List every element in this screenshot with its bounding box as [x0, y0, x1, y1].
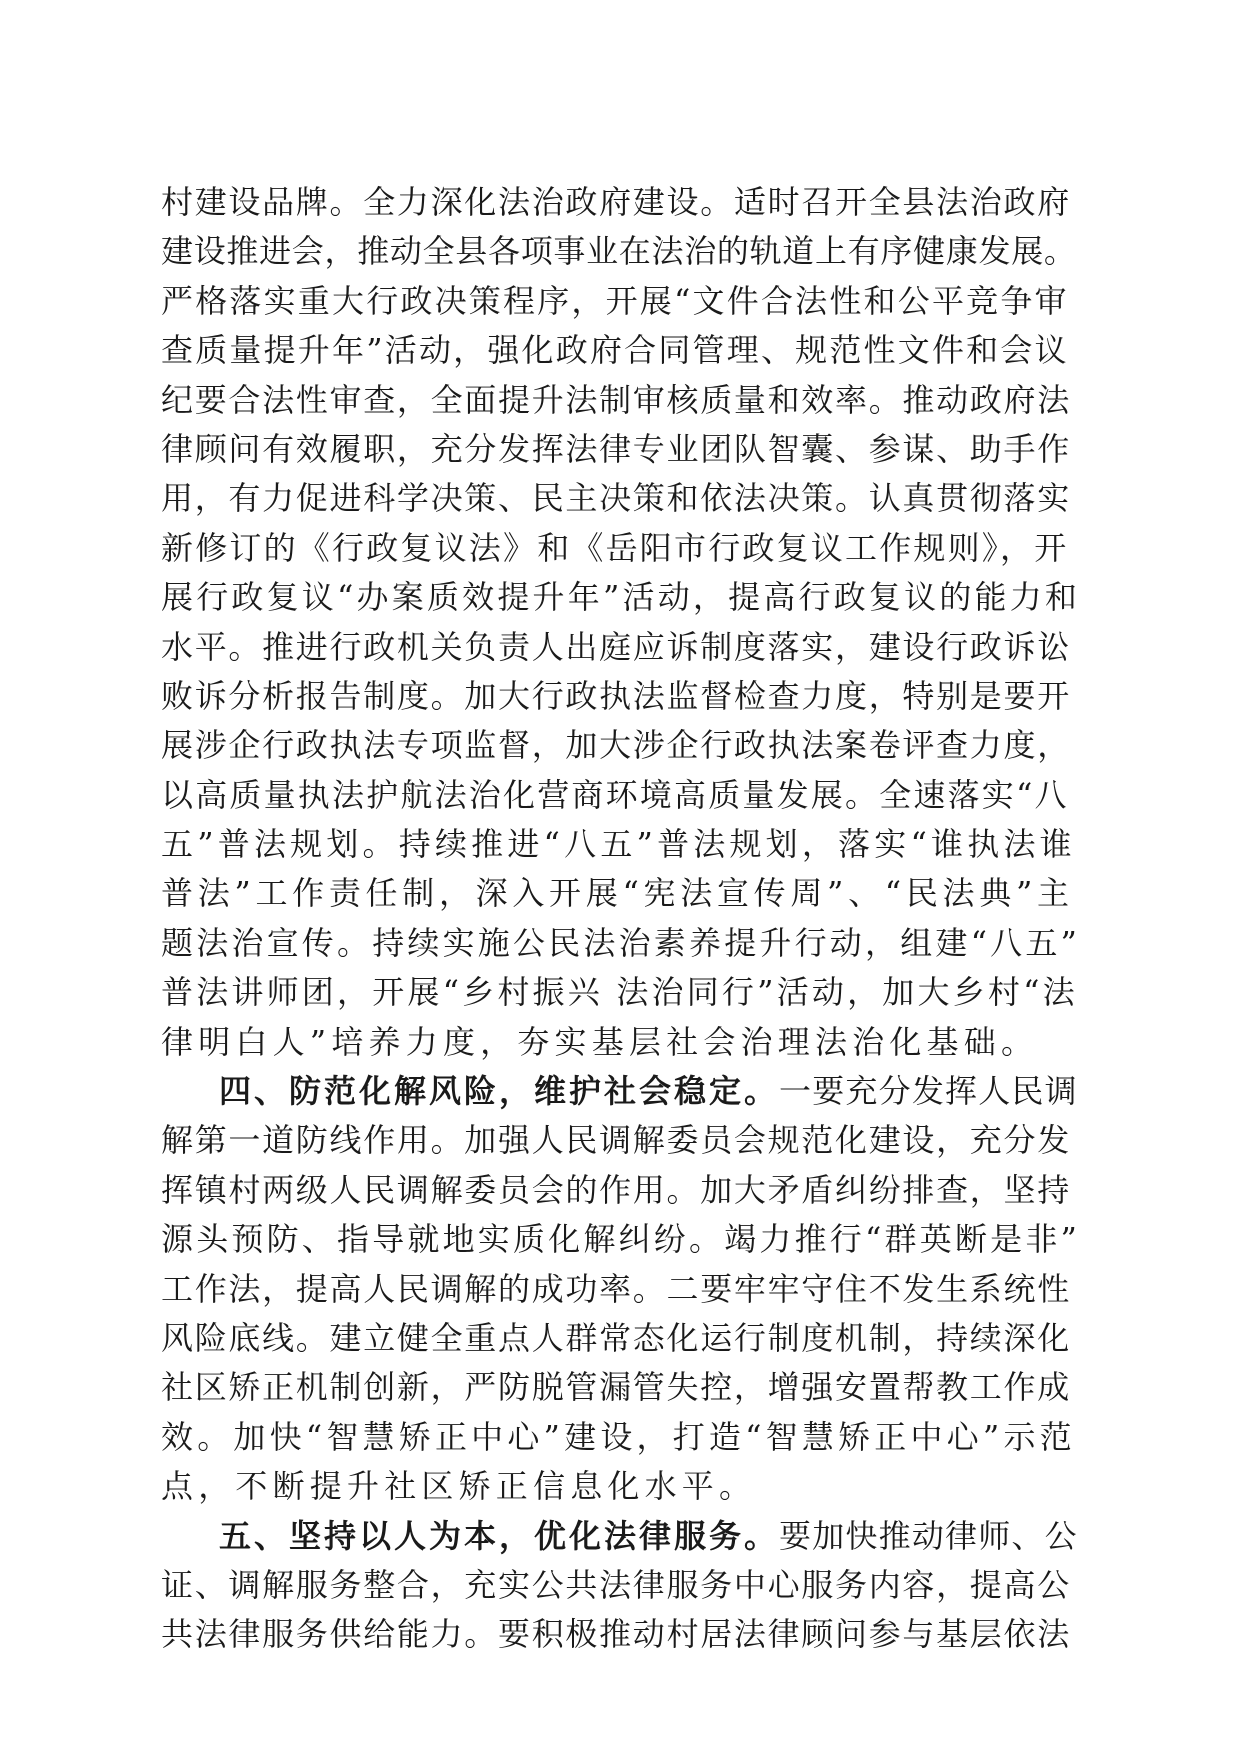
paragraph-first-line	[161, 1512, 1081, 1561]
text-line: 普法”工作责任制，深入开展“宪法宣传周”、“民法典”主	[161, 874, 1074, 913]
paragraph-law-based-government	[161, 178, 1081, 1067]
text-line: 风险底线。建立健全重点人群常态化运行制度机制，持续深化	[161, 1318, 1071, 1357]
text-run: 一要充分发挥人民调	[779, 1072, 1078, 1111]
text-line: 败诉分析报告制度。加大行政执法监督检查力度，特别是要开	[161, 676, 1071, 715]
text-line: 以高质量执法护航法治化营商环境高质量发展。全速落实“八	[161, 775, 1069, 814]
paragraph-first-line	[161, 1067, 1081, 1116]
text-run: 要加快推动律师、公	[779, 1516, 1078, 1555]
text-line: 题法治宣传。持续实施公民法治素养提升行动，组建“八五”	[161, 923, 1081, 962]
text-line: 共法律服务供给能力。要积极推动村居法律顾问参与基层依法	[161, 1615, 1071, 1654]
text-line: 用，有力促进科学决策、民主决策和依法决策。认真贯彻落实	[161, 479, 1071, 518]
text-line: 社区矫正机制创新，严防脱管漏管失控，增强安置帮教工作成	[161, 1368, 1071, 1407]
paragraph-risk-prevention	[161, 1067, 1081, 1512]
text-line: 纪要合法性审查，全面提升法制审核质量和效率。推动政府法	[161, 380, 1071, 419]
text-line: 效。加快“智慧矫正中心”建设，打造“智慧矫正中心”示范	[161, 1417, 1076, 1456]
text-line: 严格落实重大行政决策程序，开展“文件合法性和公平竞争审	[161, 281, 1069, 320]
text-line: 工作法，提高人民调解的成功率。二要牢牢守住不发生系统性	[161, 1269, 1071, 1308]
text-line: 建设推进会，推动全县各项事业在法治的轨道上有序健康发展。	[161, 232, 1077, 271]
section-heading-four: 四、防范化解风险，维护社会稳定。	[219, 1072, 780, 1111]
text-line: 展涉企行政执法专项监督，加大涉企行政执法案卷评查力度，	[161, 726, 1071, 765]
document-body	[161, 178, 1081, 1660]
text-line: 点，不断提升社区矫正信息化水平。	[161, 1467, 757, 1506]
text-line: 证、调解服务整合，充实公共法律服务中心服务内容，提高公	[161, 1565, 1071, 1604]
text-line: 查质量提升年”活动，强化政府合同管理、规范性文件和会议	[161, 331, 1069, 370]
paragraph-legal-services	[161, 1512, 1081, 1660]
text-line: 展行政复议“办案质效提升年”活动，提高行政复议的能力和	[161, 578, 1081, 617]
text-line: 挥镇村两级人民调解委员会的作用。加大矛盾纠纷排查，坚持	[161, 1170, 1071, 1209]
text-line: 律明白人”培养力度，夯实基层社会治理法治化基础。	[161, 1022, 1039, 1061]
text-line: 解第一道防线作用。加强人民调解委员会规范化建设，充分发	[161, 1121, 1071, 1160]
text-line: 水平。推进行政机关负责人出庭应诉制度落实，建设行政诉讼	[161, 627, 1071, 666]
text-line: 律顾问有效履职，充分发挥法律专业团队智囊、参谋、助手作	[161, 429, 1071, 468]
text-line: 村建设品牌。全力深化法治政府建设。适时召开全县法治政府	[161, 183, 1071, 221]
text-line: 普法讲师团，开展“乡村振兴 法治同行”活动，加大乡村“法	[161, 973, 1078, 1012]
text-line: 五”普法规划。持续推进“八五”普法规划，落实“谁执法谁	[161, 825, 1076, 864]
text-line: 新修订的《行政复议法》和《岳阳市行政复议工作规则》，开	[161, 528, 1069, 567]
section-heading-five: 五、坚持以人为本，优化法律服务。	[219, 1516, 780, 1555]
text-line: 源头预防、指导就地实质化解纠纷。竭力推行“群英断是非”	[161, 1220, 1081, 1259]
